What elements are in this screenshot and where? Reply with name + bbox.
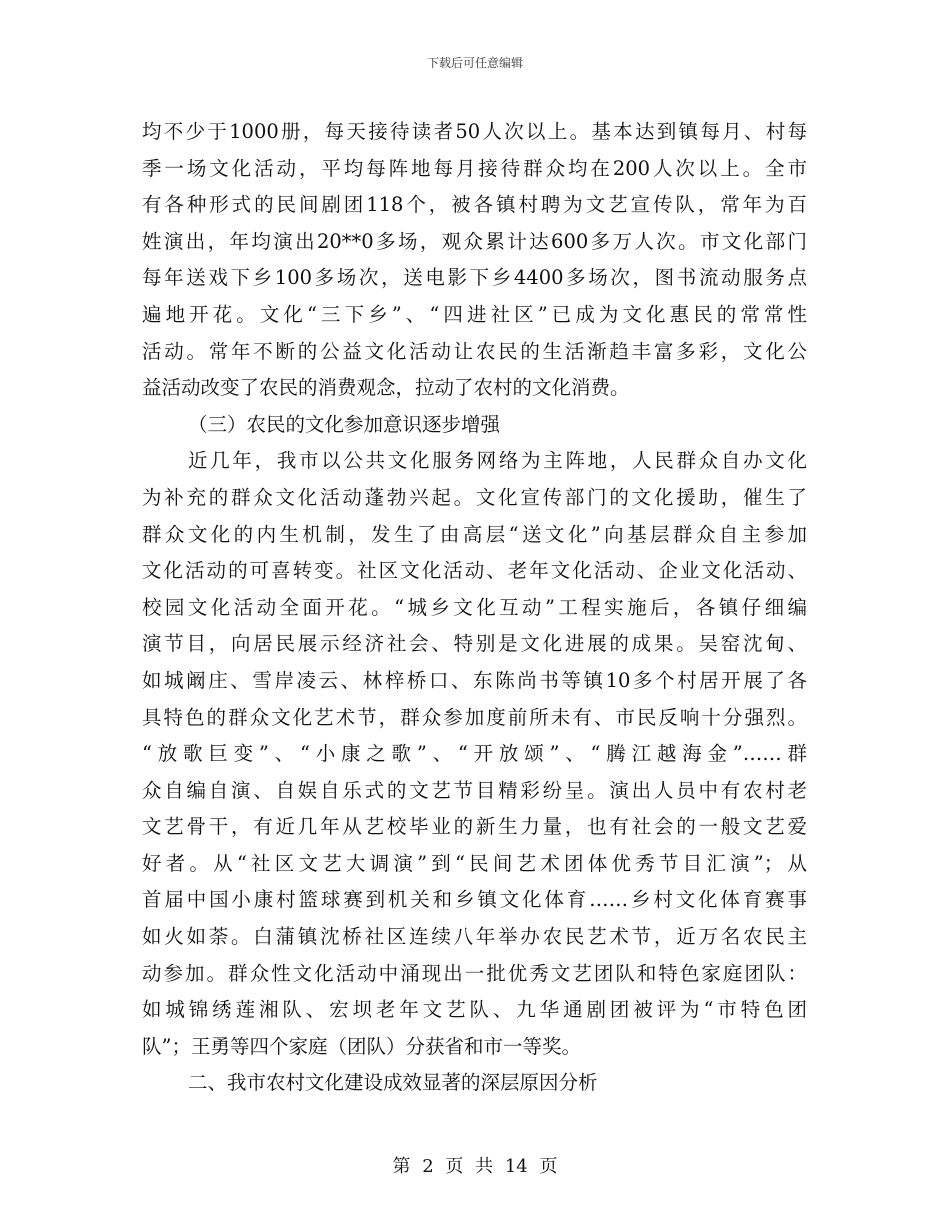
- text-line: 群众文化的内生机制，发生了由高层“送文化”向基层群众自主参加: [142, 522, 807, 546]
- text-line: 队”；王勇等四个家庭（团队）分获省和市一等奖。: [142, 1034, 581, 1058]
- text-line: 文化活动的可喜转变。社区文化活动、老年文化活动、企业文化活动、: [142, 559, 807, 583]
- text-line: 益活动改变了农民的消费观念，拉动了农村的文化消费。: [142, 376, 630, 400]
- section-heading: （三）农民的文化参加意识逐步增强: [188, 412, 501, 436]
- text-line: 均不少于1000册，每天接待读者50人次以上。基本达到镇每月、村每: [142, 120, 807, 143]
- text-line: 演节目，向居民展示经济社会、特别是文化进展的成果。吴窑沈甸、: [142, 632, 807, 656]
- text-line: 活动。常年不断的公益文化活动让农民的生活渐趋丰富多彩，文化公: [142, 339, 807, 363]
- text-line: 首届中国小康村篮球赛到机关和乡镇文化体育……乡村文化体育赛事: [142, 888, 807, 912]
- text-line: 好者。从“社区文艺大调演”到“民间艺术团体优秀节目汇演”；从: [142, 851, 807, 875]
- text-line: 具特色的群众文化艺术节，群众参加度前所未有、市民反响十分强烈。: [142, 705, 807, 729]
- text-line: 如火如荼。白蒲镇沈桥社区连续八年举办农民艺术节，近万名农民主: [142, 925, 807, 949]
- text-line: 遍地开花。文化“三下乡”、“四进社区”已成为文化惠民的常常性: [142, 302, 807, 326]
- text-line: 校园文化活动全面开花。“城乡文化互动”工程实施后，各镇仔细编: [142, 595, 807, 619]
- text-line: “放歌巨变”、“小康之歌”、“开放颂”、“腾江越海金”……群: [142, 742, 807, 766]
- text-line: 姓演出，年均演出20**0多场，观众累计达600多万人次。市文化部门: [142, 229, 807, 253]
- document-body: [142, 114, 807, 1102]
- text-line: 每年送戏下乡100多场次，送电影下乡4400多场次，图书流动服务点: [142, 266, 807, 290]
- text-line: 为补充的群众文化活动蓬勃兴起。文化宣传部门的文化援助，催生了: [142, 485, 807, 509]
- section-heading: 二、我市农村文化建设成效显著的深层原因分析: [188, 1071, 598, 1095]
- text-line: 动参加。群众性文化活动中涌现出一批优秀文艺团队和特色家庭团队：: [142, 961, 807, 985]
- text-line: 有各种形式的民间剧团118个，被各镇村聘为文艺宣传队，常年为百: [142, 193, 807, 217]
- text-line: 季一场文化活动，平均每阵地每月接待群众均在200人次以上。全市: [142, 156, 807, 180]
- text-line: 如城锦绣莲湘队、宏坝老年文艺队、九华通剧团被评为“市特色团: [142, 998, 807, 1022]
- page-footer: 第 2 页 共 14 页: [392, 1156, 558, 1177]
- text-line: 如城阚庄、雪岸凌云、林梓桥口、东陈尚书等镇10多个村居开展了各: [142, 668, 807, 692]
- text-line: 近几年，我市以公共文化服务网络为主阵地，人民群众自办文化: [188, 449, 807, 473]
- text-line: 文艺骨干，有近几年从艺校毕业的新生力量，也有社会的一般文艺爱: [142, 815, 807, 839]
- text-line: 众自编自演、自娱自乐式的文艺节目精彩纷呈。演出人员中有农村老: [142, 778, 807, 802]
- page-header: 下载后可任意编辑: [426, 56, 523, 70]
